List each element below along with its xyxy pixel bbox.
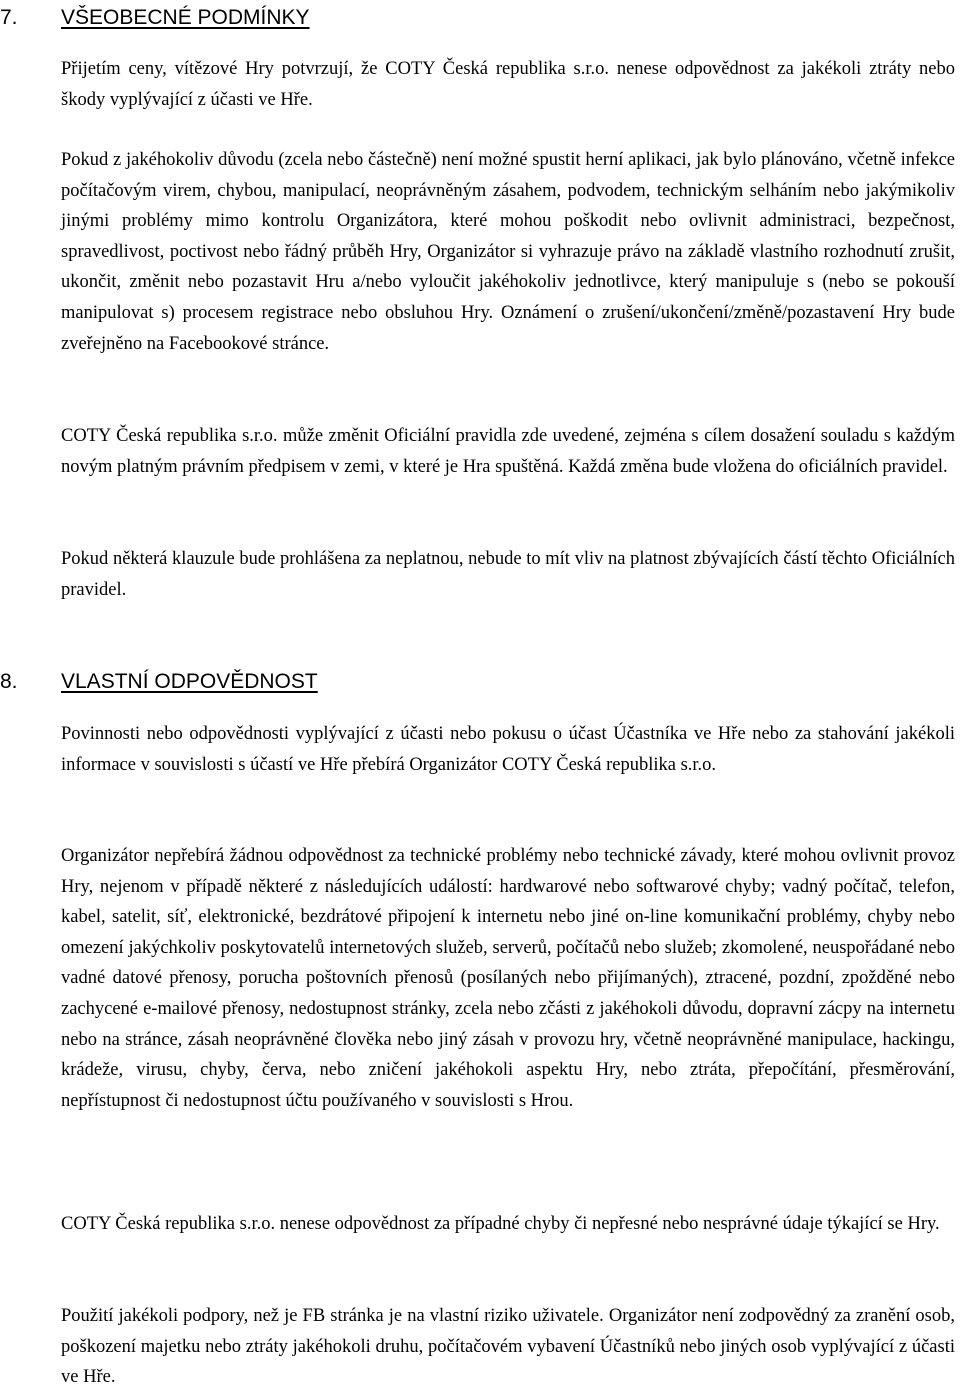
section-7-paragraph-4: Pokud některá klauzule bude prohlášena za neplatnou, nebude to mít vliv na platnost zbývajících částí těchto Oficiálních pravidel. [61, 549, 955, 600]
section-7-title: VŠEOBECNÉ PODMÍNKY [61, 6, 310, 29]
section-7-paragraph-3: COTY Česká republika s.r.o. může změnit Oficiální pravidla zde uvedené, zejména s cílem dosažení souladu s každým novým platným právním předpisem v zemi, v které je Hra spuštěná. Každá změna bude vložena do oficiálních pravidel. [61, 426, 955, 477]
section-8-title: VLASTNÍ ODPOVĚDNOST [61, 670, 318, 693]
section-8-paragraph-3: COTY Česká republika s.r.o. nenese odpovědnost za případné chyby či nepřesné nebo nesprávné údaje týkající se Hry. [61, 1214, 940, 1234]
section-7-paragraph-2: Pokud z jakéhokoliv důvodu (zcela nebo částečně) není možné spustit herní aplikaci, jak bylo plánováno, včetně infekce počítačovým virem, chybou, manipulací, neoprávněným zásahem, podvodem, technickým selháním nebo jakýmikoliv jinými problémy mimo kontrolu Organizátora, které mohou poškodit nebo ovlivnit administraci, bezpečnost, spravedlivost, poctivost nebo řádný průběh Hry, Organizátor si vyhrazuje právo na základě vlastního rozhodnutí zrušit, ukončit, změnit nebo pozastavit Hru a/nebo vyloučit jakéhokoliv jednotlivce, který manipuluje s (nebo se pokouší manipulovat s) procesem registrace nebo obsluhou Hry. Oznámení o zrušení/ukončení/změně/pozastavení Hry bude zveřejněno na Facebookové stránce. [61, 150, 955, 354]
section-7-paragraph-1: Přijetím ceny, vítězové Hry potvrzují, že COTY Česká republika s.r.o. nenese odpovědnost za jakékoli ztráty nebo škody vyplývající z účasti ve Hře. [61, 59, 955, 110]
section-8-paragraph-2: Organizátor nepřebírá žádnou odpovědnost za technické problémy nebo technické závady, které mohou ovlivnit provoz Hry, nejenom v případě některé z následujících událostí: hardwarové nebo softwarové chyby; vadný počítač, telefon, kabel, satelit, síť, elektronické, bezdrátové připojení k internetu nebo jiné on-line komunikační problémy, chyby nebo omezení jakýchkoliv poskytovatelů internetových služeb, serverů, počítačů nebo služeb; zkomolené, neuspořádané nebo vadné datové přenosy, porucha poštovních přenosů (posílaných nebo přijímaných), ztracené, pozdní, zpožděné nebo zachycené e-mailové přenosy, nedostupnost stránky, zcela nebo zčásti z jakéhokoli důvodu, dopravní zácpy na internetu nebo na stránce, zásah neoprávněné člověka nebo jiný zásah v provozu hry, včetně neoprávněné manipulace, hackingu, krádeže, virusu, chyby, červa, nebo zničení jakéhokoli aspektu Hry, nebo ztráta, přepočítání, přesměrování, nepřístupnost či nedostupnost účtu používaného v souvislosti s Hrou. [61, 846, 955, 1111]
section-8-number: 8. [0, 670, 18, 693]
section-8-paragraph-4: Použití jakékoli podpory, než je FB stránka je na vlastní riziko uživatele. Organizátor není zodpovědný za zranění osob, poškození majetku nebo ztráty jakéhokoli druhu, počítačovém vybavení Účastníků nebo jiných osob vyplývající z účasti ve Hře. [61, 1306, 955, 1388]
section-7-number: 7. [0, 6, 18, 29]
section-8-paragraph-1: Povinnosti nebo odpovědnosti vyplývající z účasti nebo pokusu o účast Účastníka ve Hře nebo za stahování jakékoli informace v souvislosti s účastí ve Hře přebírá Organizátor COTY Česká republika s.r.o. [61, 724, 955, 775]
